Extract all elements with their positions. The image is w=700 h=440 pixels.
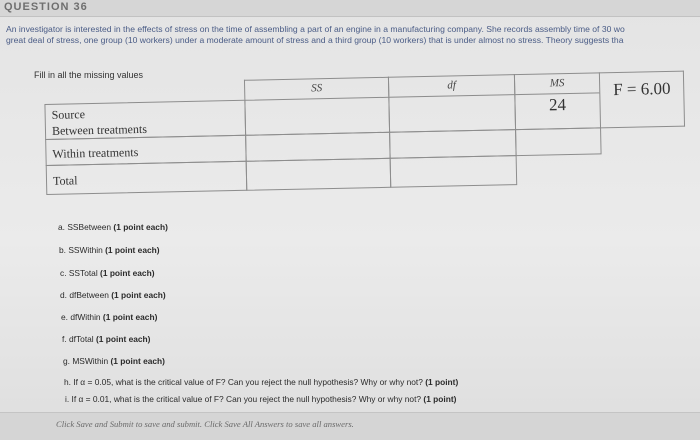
cell-f-value: F = 6.00 — [599, 71, 685, 129]
question-header-bar — [0, 0, 700, 17]
cell-ms-within[interactable] — [515, 127, 602, 156]
cell-ss-between[interactable] — [244, 97, 390, 136]
anova-table — [44, 71, 686, 188]
row-label-within: Within treatments — [52, 145, 139, 161]
cell-ss-total[interactable] — [246, 158, 392, 191]
prompt-line-2: great deal of stress, one group (10 workers) under a moderate amount of stress and a third group (10 workers) that is under almost no stress. Theory suggests tha — [6, 35, 624, 45]
submit-footer — [0, 412, 700, 440]
cell-ms-between: 24 — [514, 92, 601, 130]
item-c: c. SSTotal (1 point each) — [60, 268, 155, 278]
cell-df-between[interactable] — [388, 94, 516, 133]
cell-df-total[interactable] — [390, 155, 518, 188]
footer-instructions: Click Save and Submit to save and submit. Click Save All Answers to save all answers. — [56, 419, 354, 429]
header-ms: MS — [514, 72, 600, 94]
total-label-cell — [46, 161, 248, 195]
cell-df-within[interactable] — [389, 129, 517, 159]
question-number: QUESTION 36 — [4, 1, 88, 13]
header-df: df — [388, 74, 515, 97]
item-b: b. SSWithin (1 point each) — [59, 245, 160, 255]
item-e: e. dfWithin (1 point each) — [61, 312, 158, 322]
row-label-total: Total — [52, 173, 78, 188]
item-g: g. MSWithin (1 point each) — [63, 356, 165, 366]
fill-instructions: Fill in all the missing values — [34, 70, 144, 80]
row-label-source: Source — [51, 107, 86, 122]
item-f: f. dfTotal (1 point each) — [62, 334, 151, 344]
prompt-line-1: An investigator is interested in the effects of stress on the time of assembling a part of an engine in a manufacturing company. She records assembly time of 30 wo — [6, 24, 625, 34]
item-i: i. If α = 0.01, what is the critical value of F? Can you reject the null hypothesis? Why or why not? (1 point) — [65, 394, 457, 404]
item-d: d. dfBetween (1 point each) — [60, 290, 166, 300]
header-ss: SS — [244, 77, 389, 100]
source-between-label-cell — [44, 100, 246, 140]
item-h: h. If α = 0.05, what is the critical value of F? Can you reject the null hypothesis? Why or why not? (1 point) — [64, 377, 459, 387]
item-a: a. SSBetween (1 point each) — [58, 222, 168, 232]
row-label-between: Between treatments — [51, 121, 148, 138]
question-prompt — [6, 24, 696, 46]
